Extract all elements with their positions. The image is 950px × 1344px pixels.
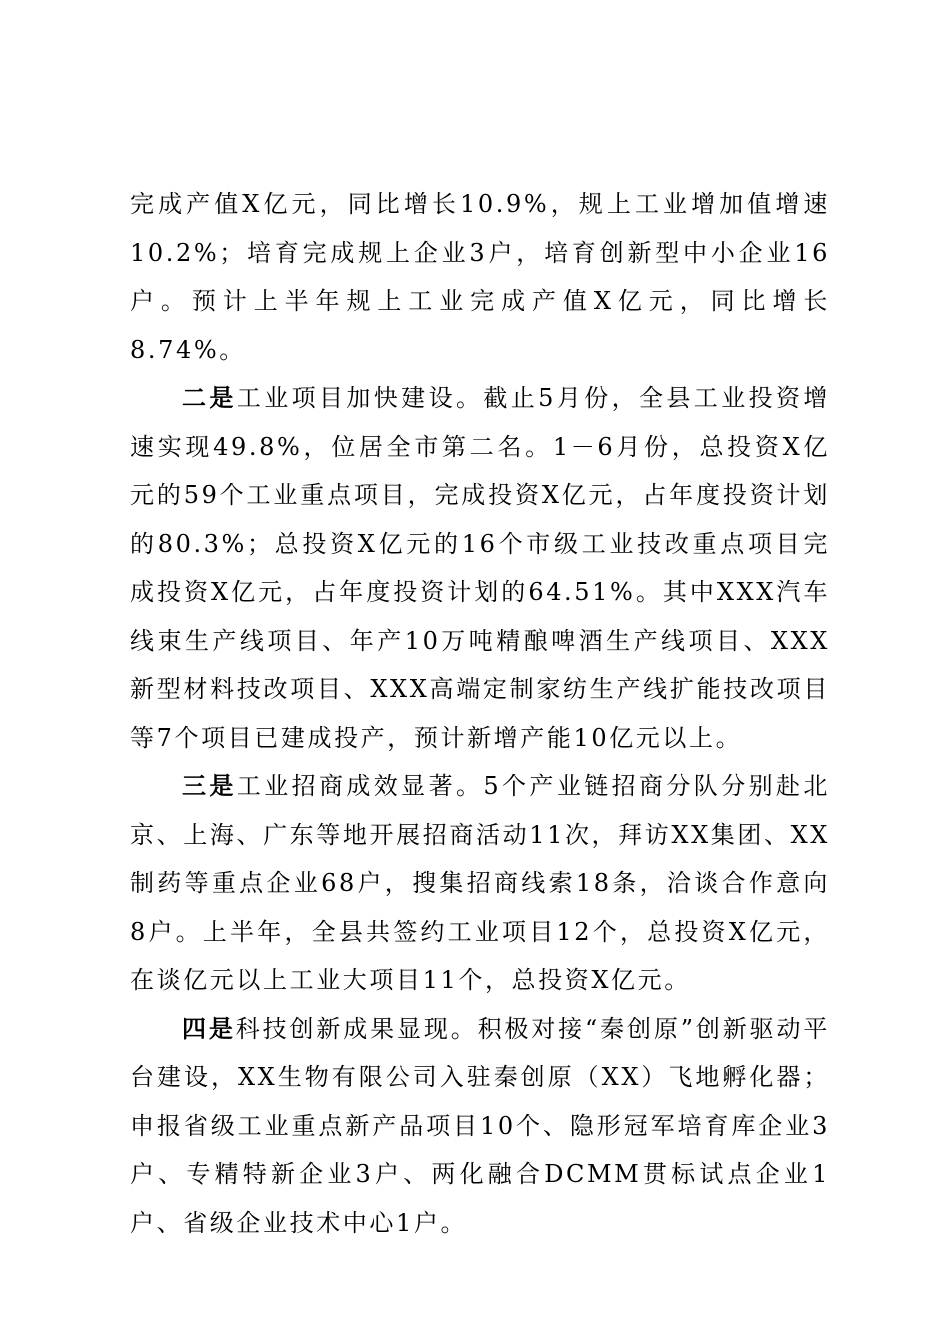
paragraph-text: 工业项目加快建设。截止5月份，全县工业投资增速实现49.8%，位居全市第二名。1－6月份，总投资X亿元的59个工业重点项目，完成投资X亿元，占年度投资计划的80.3%；总投资X亿元的16个市级工业技改重点项目完成投资X亿元，占年度投资计划的64.51%。其中XXX汽车线束生产线项目、年产10万吨精酿啤酒生产线项目、XXX新型材料技改项目、XXX高端定制家纺生产线扩能技改项目等7个项目已建成投产，预计新增产能10亿元以上。 <box>130 384 830 752</box>
paragraph-tech-innovation <box>130 1005 830 1248</box>
paragraph-continuation <box>130 180 830 374</box>
paragraph-text: 科技创新成果显现。积极对接“秦创原”创新驱动平台建设，XX生物有限公司入驻秦创原（XX）飞地孵化器；申报省级工业重点新产品项目10个、隐形冠军培育库企业3户、专精特新企业3户、两化融合DCMM贯标试点企业1户、省级企业技术中心1户。 <box>130 1014 831 1237</box>
paragraph-industrial-projects <box>130 374 830 762</box>
paragraph-lead: 四是 <box>182 1013 236 1043</box>
paragraph-lead: 二是 <box>182 383 237 412</box>
paragraph-investment-attraction <box>130 762 830 1005</box>
paragraph-text: 工业招商成效显著。5个产业链招商分队分别赴北京、上海、广东等地开展招商活动11次，拜访XX集团、XX制药等重点企业68户，搜集招商线索18条，洽谈合作意向8户。上半年，全县共签约工业项目12个，总投资X亿元，在谈亿元以上工业大项目11个，总投资X亿元。 <box>130 772 830 994</box>
paragraph-lead: 三是 <box>182 771 237 800</box>
document-body <box>130 180 830 1247</box>
paragraph-text: 完成产值X亿元，同比增长10.9%，规上工业增加值增速10.2%；培育完成规上企业3户，培育创新型中小企业16户。预计上半年规上工业完成产值X亿元，同比增长8.74%。 <box>130 190 830 364</box>
